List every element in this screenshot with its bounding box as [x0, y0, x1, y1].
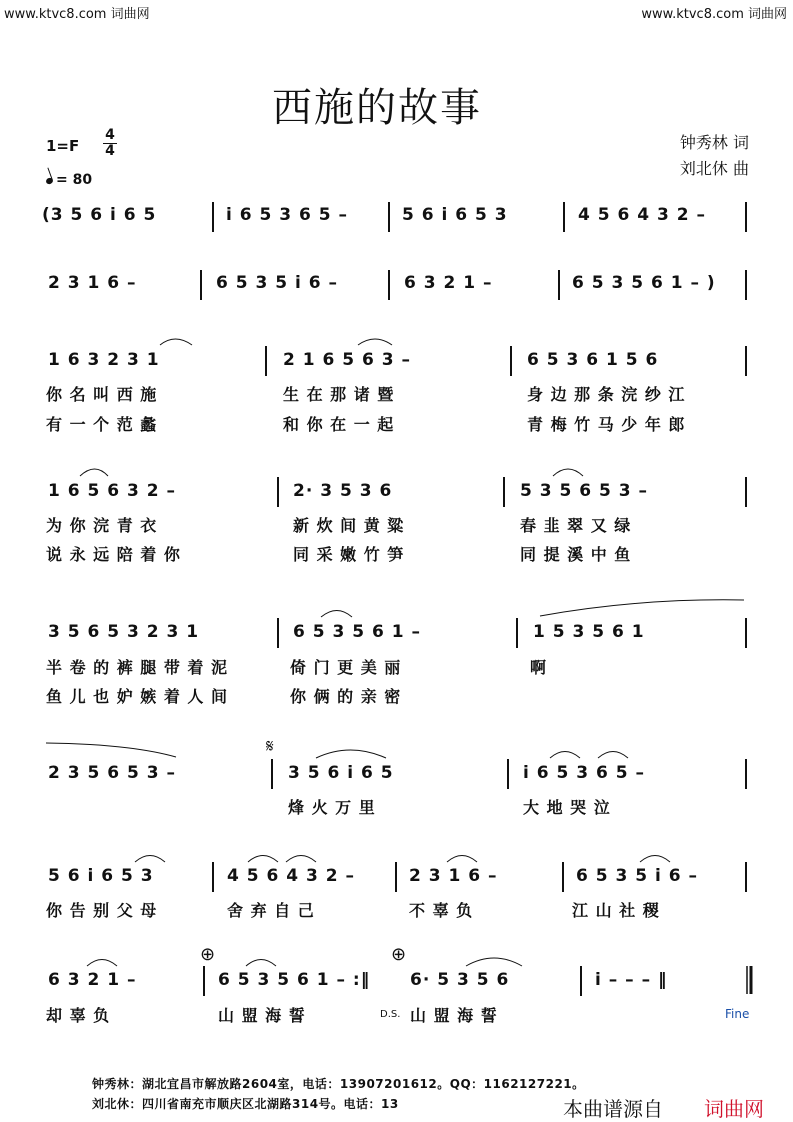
notes-r5-m1: 3 5 6 5 3 2 3 1 [48, 622, 200, 642]
footer-line-2: 刘北休：四川省南充市顺庆区北湖路314号。电话：13 [92, 1097, 399, 1111]
notes-r3-m3: 6 5 3 6 1 5 6 [527, 350, 659, 370]
notes-r7-m4: 6 5 3 5 i 6 – [576, 866, 698, 886]
slur [553, 469, 583, 476]
lyric-r8-v1-m3: 山 盟 海 誓 [410, 1006, 498, 1025]
lyric-r7-v1-m4: 江 山 社 稷 [572, 901, 660, 920]
watermark-left: www.ktvc8.com 词曲网 [4, 7, 150, 22]
notes-r2-m4: 6 5 3 5 6 1 – ) [572, 273, 716, 293]
notes-r1-m1: (3 5 6 i 6 5 [42, 205, 157, 225]
lyric-r3-v2-m2: 和 你 在 一 起 [283, 415, 395, 434]
lyric-r8-v1-m1: 却 辜 负 [46, 1006, 111, 1025]
footer-line-1: 钟秀林：湖北宜昌市解放路2604室，电话：13907201612。QQ：1162127221。 [92, 1077, 585, 1091]
tempo-value: = 80 [56, 172, 93, 188]
slur [321, 611, 352, 618]
notes-r3-m2: 2 1 6 5 6 3 – [283, 350, 411, 370]
notes-r2-m3: 6 3 2 1 – [404, 273, 493, 293]
slur [466, 958, 522, 966]
meter-top: 4 [105, 127, 115, 143]
notes-r7-m2: 4 5 6 4 3 2 – [227, 866, 355, 886]
lyric-r7-v1-m3: 不 辜 负 [409, 901, 474, 920]
notes-r2-m2: 6 5 3 5 i 6 – [216, 273, 338, 293]
lyric-r7-v1-m2: 舍 弃 自 己 [227, 901, 315, 920]
slur [248, 856, 278, 863]
coda-icon-1: ⊕ [200, 944, 216, 965]
lyric-r5-v1-m1: 半 卷 的 裤 腿 带 着 泥 [46, 658, 228, 677]
lyric-r4-v2-m3: 同 提 溪 中 鱼 [520, 545, 632, 564]
slur [598, 752, 628, 759]
lyric-r3-v1-m1: 你 名 叫 西 施 [46, 385, 158, 404]
lyric-r4-v2-m2: 同 采 嫩 竹 笋 [293, 545, 405, 564]
notes-r1-m2: i 6 5 3 6 5 – [226, 205, 348, 225]
notes-r1-m4: 4 5 6 4 3 2 – [578, 205, 706, 225]
notes-r3-m1: 1 6 3 2 3 1 [48, 350, 160, 370]
slur [160, 339, 192, 345]
slur [246, 960, 276, 967]
notes-r7-m3: 2 3 1 6 – [409, 866, 498, 886]
notes-r1-m3: 5 6 i 6 5 3 [402, 205, 508, 225]
slur [447, 856, 477, 863]
slur [640, 856, 670, 863]
lyric-r7-v1-m1: 你 告 别 父 母 [46, 901, 158, 920]
slur [550, 752, 580, 759]
dal-segno-mark: D.S. [380, 1009, 401, 1020]
lyric-r3-v1-m2: 生 在 那 诸 暨 [283, 385, 395, 404]
notes-r8-m4: i – – – ‖ [595, 970, 668, 990]
lyric-r3-v2-m1: 有 一 个 范 蠡 [46, 415, 158, 434]
lyric-r5-v2-m2: 你 俩 的 亲 密 [290, 687, 402, 706]
notes-r6-m3: i 6 5 3 6 5 – [523, 763, 645, 783]
lyric-r6-v1-m3: 大 地 哭 泣 [523, 798, 611, 817]
phrase-arc [46, 743, 176, 757]
fine-mark: Fine [725, 1007, 750, 1021]
lyric-r8-v1-m2: 山 盟 海 誓 [218, 1006, 306, 1025]
slur [80, 469, 108, 476]
meter-bottom: 4 [105, 143, 115, 159]
brand-logo-text[interactable]: 词曲网 [704, 1097, 764, 1121]
lyricist-credit: 钟秀林 词 [679, 133, 749, 152]
lyric-r5-v1-m2: 倚 门 更 美 丽 [290, 658, 402, 677]
composer-credit: 刘北休 曲 [679, 159, 749, 178]
segno-icon: 𝄋 [266, 736, 274, 757]
notes-r6-m2: 3 5 6 i 6 5 [288, 763, 394, 783]
notes-r4-m1: 1 6 5 6 3 2 – [48, 481, 176, 501]
lyric-r3-v1-m3: 身 边 那 条 浣 纱 江 [527, 385, 686, 404]
lyric-r3-v2-m3: 青 梅 竹 马 少 年 郎 [527, 415, 686, 434]
lyric-r6-v1-m2: 烽 火 万 里 [288, 798, 376, 817]
lyric-r4-v2-m1: 说 永 远 陪 着 你 [46, 545, 181, 564]
lyric-r5-v2-m1: 鱼 儿 也 妒 嫉 着 人 间 [46, 687, 228, 706]
watermark-right: www.ktvc8.com 词曲网 [641, 7, 787, 22]
notes-r4-m2: 2· 3 5 3 6 [293, 481, 393, 501]
notes-r8-m1: 6 3 2 1 – [48, 970, 137, 990]
slur [87, 960, 117, 967]
notes-r4-m3: 5 3 5 6 5 3 – [520, 481, 648, 501]
notes-r5-m3: 1 5 3 5 6 1 [533, 622, 645, 642]
notes-r2-m1: 2 3 1 6 – [48, 273, 137, 293]
phrase-arc [540, 600, 744, 616]
key-signature: 1=F [46, 137, 80, 155]
lyric-r4-v1-m3: 春 韭 翠 又 绿 [520, 516, 632, 535]
coda-icon-2: ⊕ [391, 944, 407, 965]
song-title: 西施的故事 [272, 85, 482, 131]
notes-r8-m3: 6· 5 3 5 6 [410, 970, 510, 990]
notes-r6-m1: 2 3 5 6 5 3 – [48, 763, 176, 783]
slur [316, 750, 386, 758]
notes-r8-m2: 6 5 3 5 6 1 – :‖ [218, 970, 371, 990]
slur [358, 339, 392, 345]
lyric-r5-v1-m3: 啊 [530, 658, 548, 677]
slur [286, 856, 316, 863]
lyric-r4-v1-m1: 为 你 浣 青 衣 [46, 516, 158, 535]
notes-r7-m1: 5 6 i 6 5 3 [48, 866, 154, 886]
brand-source-text: 本曲谱源自 [563, 1097, 663, 1121]
slur [135, 856, 165, 863]
lyric-r4-v1-m2: 新 炊 间 黄 粱 [293, 516, 405, 535]
notes-r5-m2: 6 5 3 5 6 1 – [293, 622, 421, 642]
